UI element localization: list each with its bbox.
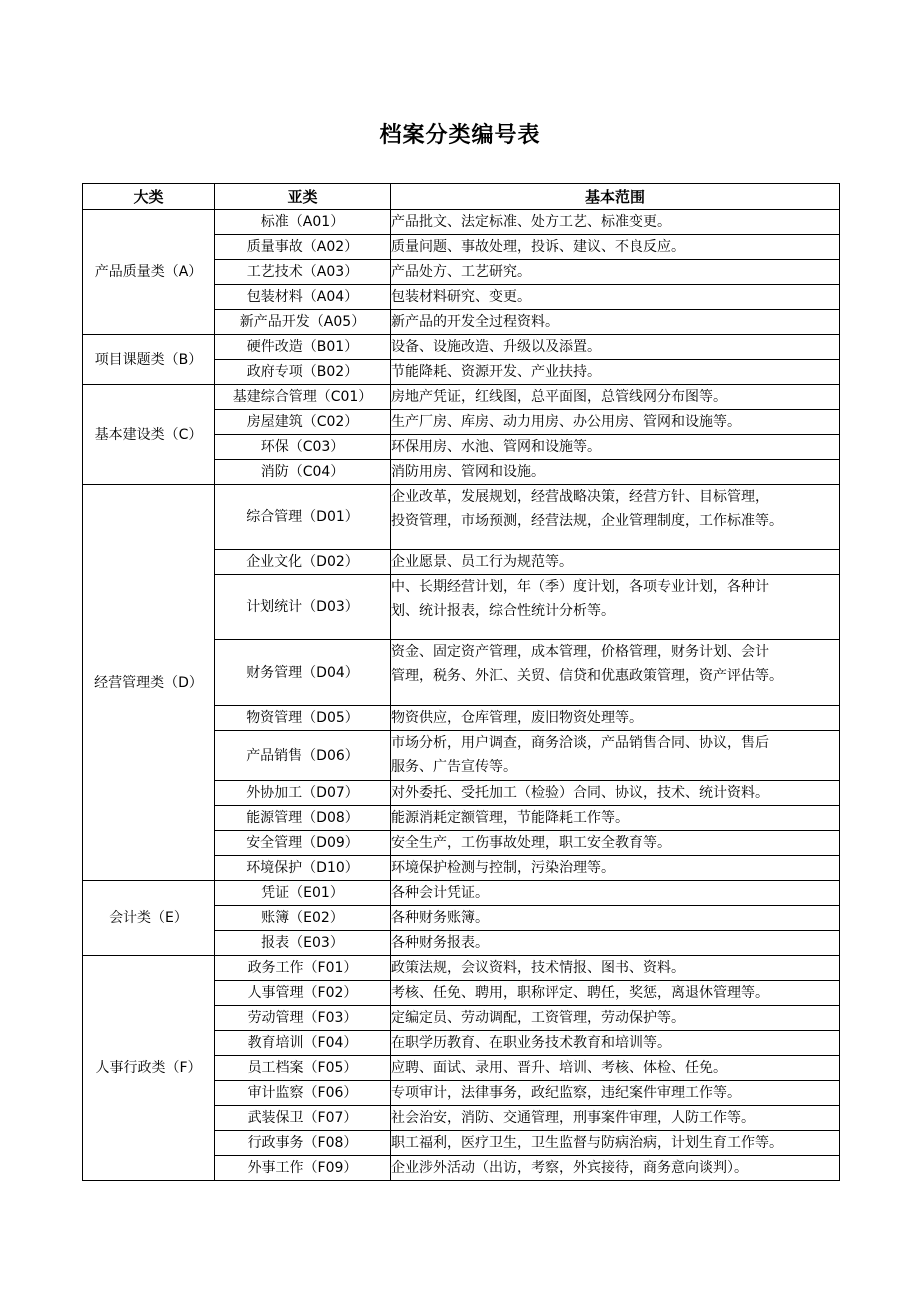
archive-classification-table bbox=[82, 183, 840, 1181]
scope-cell: 专项审计，法律事务，政纪监察，违纪案件审理工作等。 bbox=[391, 1081, 840, 1106]
scope-cell: 产品批文、法定标准、处方工艺、标准变更。 bbox=[391, 210, 840, 235]
scope-cell: 企业涉外活动（出访，考察，外宾接待，商务意向谈判）。 bbox=[391, 1156, 840, 1181]
table-row bbox=[83, 485, 840, 550]
header-scope: 基本范围 bbox=[391, 184, 840, 210]
subcategory-cell: 基建综合管理（C01） bbox=[215, 385, 391, 410]
scope-cell: 应聘、面试、录用、晋升、培训、考核、体检、任免。 bbox=[391, 1056, 840, 1081]
scope-cell bbox=[391, 640, 840, 706]
header-sub: 亚类 bbox=[215, 184, 391, 210]
category-cell: 基本建设类（C） bbox=[83, 385, 215, 485]
category-cell: 项目课题类（B） bbox=[83, 335, 215, 385]
scope-cell: 考核、任免、聘用，职称评定、聘任，奖惩，离退休管理等。 bbox=[391, 981, 840, 1006]
subcategory-cell: 综合管理（D01） bbox=[215, 485, 391, 550]
scope-cell: 职工福利，医疗卫生，卫生监督与防病治病，计划生育工作等。 bbox=[391, 1131, 840, 1156]
subcategory-cell: 账簿（E02） bbox=[215, 906, 391, 931]
page-title: 档案分类编号表 bbox=[379, 123, 541, 148]
category-cell: 产品质量类（A） bbox=[83, 210, 215, 335]
scope-cell: 物资供应，仓库管理，废旧物资处理等。 bbox=[391, 706, 840, 731]
category-cell: 人事行政类（F） bbox=[83, 956, 215, 1181]
scope-cell: 定编定员、劳动调配，工资管理，劳动保护等。 bbox=[391, 1006, 840, 1031]
scope-line: 企业改革，发展规划，经营战略决策，经营方针、目标管理， bbox=[391, 489, 769, 505]
scope-cell: 各种财务账簿。 bbox=[391, 906, 840, 931]
scope-cell: 节能降耗、资源开发、产业扶持。 bbox=[391, 360, 840, 385]
subcategory-cell: 凭证（E01） bbox=[215, 881, 391, 906]
scope-cell: 生产厂房、库房、动力用房、办公用房、管网和设施等。 bbox=[391, 410, 840, 435]
subcategory-cell: 武装保卫（F07） bbox=[215, 1106, 391, 1131]
subcategory-cell: 新产品开发（A05） bbox=[215, 310, 391, 335]
scope-cell: 安全生产，工伤事故处理，职工安全教育等。 bbox=[391, 831, 840, 856]
scope-cell: 环境保护检测与控制，污染治理等。 bbox=[391, 856, 840, 881]
scope-cell: 能源消耗定额管理，节能降耗工作等。 bbox=[391, 806, 840, 831]
subcategory-cell: 硬件改造（B01） bbox=[215, 335, 391, 360]
scope-cell: 社会治安，消防、交通管理，刑事案件审理，人防工作等。 bbox=[391, 1106, 840, 1131]
subcategory-cell: 政府专项（B02） bbox=[215, 360, 391, 385]
subcategory-cell: 人事管理（F02） bbox=[215, 981, 391, 1006]
subcategory-cell: 外事工作（F09） bbox=[215, 1156, 391, 1181]
scope-line: 中、长期经营计划，年（季）度计划，各项专业计划，各种计 bbox=[391, 579, 769, 595]
table-row bbox=[83, 210, 840, 235]
scope-line: 管理，税务、外汇、关贸、信贷和优惠政策管理，资产评估等。 bbox=[391, 668, 783, 684]
subcategory-cell: 教育培训（F04） bbox=[215, 1031, 391, 1056]
subcategory-cell: 安全管理（D09） bbox=[215, 831, 391, 856]
subcategory-cell: 工艺技术（A03） bbox=[215, 260, 391, 285]
scope-cell: 政策法规，会议资料，技术情报、图书、资料。 bbox=[391, 956, 840, 981]
scope-cell: 消防用房、管网和设施。 bbox=[391, 460, 840, 485]
scope-cell bbox=[391, 731, 840, 781]
category-cell: 会计类（E） bbox=[83, 881, 215, 956]
subcategory-cell: 财务管理（D04） bbox=[215, 640, 391, 706]
scope-cell: 质量问题、事故处理，投诉、建议、不良反应。 bbox=[391, 235, 840, 260]
subcategory-cell: 产品销售（D06） bbox=[215, 731, 391, 781]
scope-cell: 对外委托、受托加工（检验）合同、协议，技术、统计资料。 bbox=[391, 781, 840, 806]
subcategory-cell: 行政事务（F08） bbox=[215, 1131, 391, 1156]
table-row bbox=[83, 385, 840, 410]
scope-line: 资金、固定资产管理，成本管理，价格管理，财务计划、会计 bbox=[391, 644, 769, 660]
scope-line: 划、统计报表，综合性统计分析等。 bbox=[391, 603, 615, 619]
table-row bbox=[83, 956, 840, 981]
subcategory-cell: 外协加工（D07） bbox=[215, 781, 391, 806]
scope-cell: 房地产凭证，红线图，总平面图，总管线网分布图等。 bbox=[391, 385, 840, 410]
scope-cell bbox=[391, 485, 840, 550]
scope-cell: 包装材料研究、变更。 bbox=[391, 285, 840, 310]
subcategory-cell: 企业文化（D02） bbox=[215, 550, 391, 575]
subcategory-cell: 包装材料（A04） bbox=[215, 285, 391, 310]
subcategory-cell: 计划统计（D03） bbox=[215, 575, 391, 640]
subcategory-cell: 消防（C04） bbox=[215, 460, 391, 485]
scope-cell bbox=[391, 575, 840, 640]
scope-line: 服务、广告宣传等。 bbox=[391, 759, 517, 775]
subcategory-cell: 政务工作（F01） bbox=[215, 956, 391, 981]
scope-cell: 各种会计凭证。 bbox=[391, 881, 840, 906]
subcategory-cell: 审计监察（F06） bbox=[215, 1081, 391, 1106]
subcategory-cell: 报表（E03） bbox=[215, 931, 391, 956]
scope-line: 投资管理，市场预测，经营法规，企业管理制度，工作标准等。 bbox=[391, 513, 783, 529]
subcategory-cell: 劳动管理（F03） bbox=[215, 1006, 391, 1031]
subcategory-cell: 房屋建筑（C02） bbox=[215, 410, 391, 435]
header-row bbox=[83, 184, 840, 210]
scope-cell: 产品处方、工艺研究。 bbox=[391, 260, 840, 285]
subcategory-cell: 环境保护（D10） bbox=[215, 856, 391, 881]
table-row bbox=[83, 881, 840, 906]
scope-line: 市场分析，用户调查，商务洽谈，产品销售合同、协议，售后 bbox=[391, 735, 769, 751]
scope-cell: 各种财务报表。 bbox=[391, 931, 840, 956]
subcategory-cell: 环保（C03） bbox=[215, 435, 391, 460]
subcategory-cell: 物资管理（D05） bbox=[215, 706, 391, 731]
scope-cell: 在职学历教育、在职业务技术教育和培训等。 bbox=[391, 1031, 840, 1056]
scope-cell: 环保用房、水池、管网和设施等。 bbox=[391, 435, 840, 460]
category-cell: 经营管理类（D） bbox=[83, 485, 215, 881]
subcategory-cell: 能源管理（D08） bbox=[215, 806, 391, 831]
subcategory-cell: 员工档案（F05） bbox=[215, 1056, 391, 1081]
table-row bbox=[83, 335, 840, 360]
subcategory-cell: 标准（A01） bbox=[215, 210, 391, 235]
scope-cell: 新产品的开发全过程资料。 bbox=[391, 310, 840, 335]
subcategory-cell: 质量事故（A02） bbox=[215, 235, 391, 260]
scope-cell: 企业愿景、员工行为规范等。 bbox=[391, 550, 840, 575]
header-major: 大类 bbox=[83, 184, 215, 210]
scope-cell: 设备、设施改造、升级以及添置。 bbox=[391, 335, 840, 360]
